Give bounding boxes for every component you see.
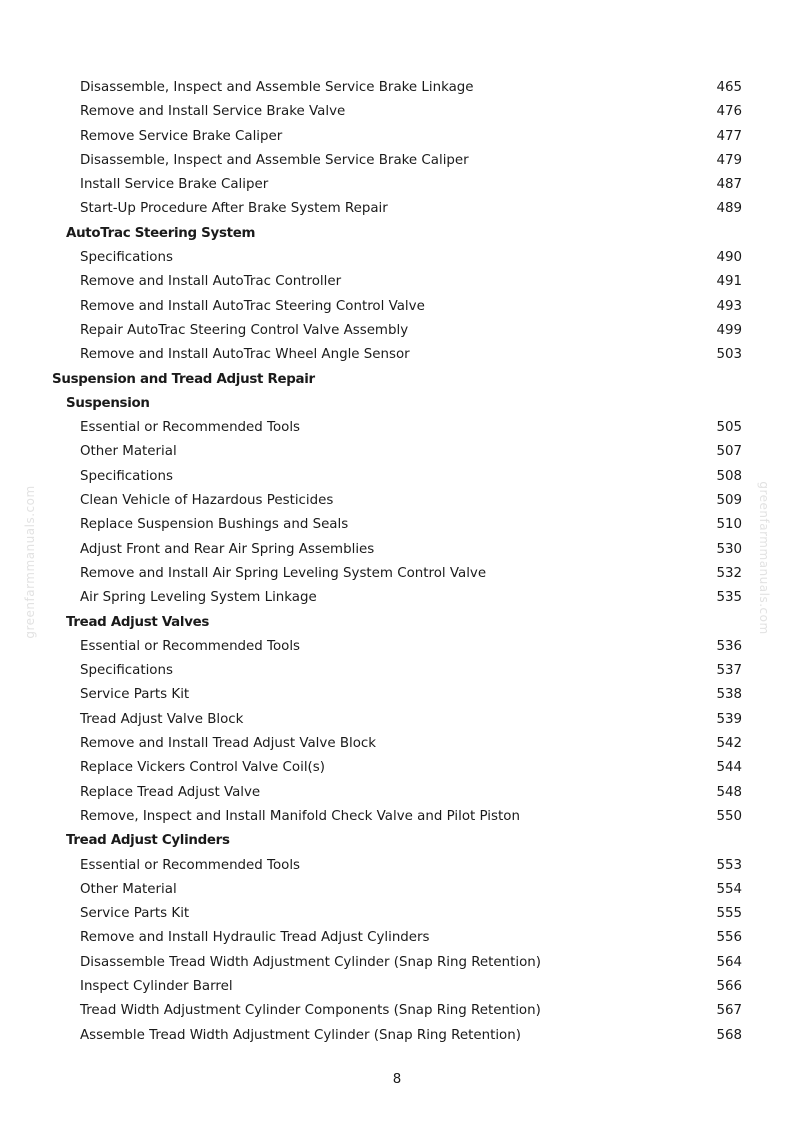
toc-entry-page: 490: [716, 250, 742, 266]
toc-entry-page: 508: [716, 468, 742, 484]
page-number: 8: [392, 1072, 402, 1087]
toc-entry-page: 493: [716, 298, 742, 314]
toc-entry-title: Essential or Recommended Tools: [80, 857, 301, 873]
toc-entry-title: Tread Adjust Valve Block: [80, 711, 244, 727]
toc-section-heading[interactable]: [0, 222, 794, 246]
toc-entry[interactable]: [0, 270, 794, 294]
toc-entry-title: Disassemble, Inspect and Assemble Service Brake Caliper: [80, 152, 469, 168]
toc-entry-page: 544: [716, 760, 742, 776]
toc-entry[interactable]: [0, 513, 794, 537]
toc-entry-page: 491: [716, 274, 742, 290]
toc-entry-title: Disassemble, Inspect and Assemble Service Brake Linkage: [80, 80, 474, 95]
toc-entry-title: Tread Adjust Cylinders: [66, 833, 230, 849]
toc-entry-title: Air Spring Leveling System Linkage: [80, 590, 317, 606]
toc-entry-page: 539: [716, 711, 742, 727]
toc-entry-page: 530: [716, 541, 742, 557]
toc-entry-title: Repair AutoTrac Steering Control Valve Assembly: [80, 322, 409, 338]
toc-entry-page: 553: [716, 857, 742, 873]
toc-entry-title: Replace Vickers Control Valve Coil(s): [80, 760, 325, 776]
toc-entry-page: 536: [716, 638, 742, 654]
toc-entry-page: 510: [716, 517, 742, 533]
toc-entry-title: Remove and Install Air Spring Leveling System Control Valve: [80, 565, 487, 581]
toc-entry-title: Disassemble Tread Width Adjustment Cylinder (Snap Ring Retention): [80, 954, 542, 970]
toc-entry-title: Remove and Install AutoTrac Wheel Angle Sensor: [80, 347, 410, 363]
toc-entry-title: Specifications: [80, 663, 173, 679]
toc-entry[interactable]: [0, 100, 794, 124]
watermark-right: greenfarmmanuals.com: [757, 481, 771, 635]
toc-entry[interactable]: [0, 902, 794, 926]
toc-entry[interactable]: [0, 197, 794, 221]
toc-entry-title: Remove and Install AutoTrac Controller: [80, 274, 342, 290]
toc-entry-title: Other Material: [80, 881, 177, 897]
toc-entry[interactable]: [0, 732, 794, 756]
toc-entry[interactable]: [0, 125, 794, 149]
toc-entry-title: Remove and Install AutoTrac Steering Control Valve: [80, 298, 425, 314]
toc-entry-page: 509: [716, 493, 742, 509]
toc-entry-title: Install Service Brake Caliper: [80, 177, 269, 193]
toc-entry-title: Remove Service Brake Caliper: [80, 128, 283, 144]
toc-entry[interactable]: [0, 586, 794, 610]
toc-entry-page: 532: [716, 565, 742, 581]
toc-chapter-heading[interactable]: [0, 368, 794, 392]
toc-entry[interactable]: [0, 149, 794, 173]
toc-entry-page: 568: [716, 1027, 742, 1043]
toc-entry-title: Tread Adjust Valves: [66, 614, 210, 630]
toc-entry-page: 477: [716, 128, 742, 144]
toc-entry-page: 542: [716, 736, 742, 752]
toc-entry-title: Remove and Install Service Brake Valve: [80, 104, 346, 120]
toc-entry[interactable]: [0, 246, 794, 270]
toc-entry-page: 476: [716, 104, 742, 120]
toc-entry[interactable]: [0, 878, 794, 902]
toc-entry[interactable]: [0, 319, 794, 343]
toc-entry-page: 489: [716, 201, 742, 217]
toc-entry-title: Other Material: [80, 444, 177, 460]
toc-entry[interactable]: [0, 805, 794, 829]
toc-entry-title: Tread Width Adjustment Cylinder Components (Snap Ring Retention): [80, 1003, 541, 1019]
toc-entry[interactable]: [0, 951, 794, 975]
table-of-contents: [0, 76, 794, 1048]
toc-entry-title: Clean Vehicle of Hazardous Pesticides: [80, 493, 334, 509]
toc-entry-title: Service Parts Kit: [80, 687, 190, 703]
toc-section-heading[interactable]: [0, 829, 794, 853]
toc-entry-title: Essential or Recommended Tools: [80, 638, 301, 654]
toc-entry[interactable]: [0, 635, 794, 659]
toc-entry-page: 537: [716, 663, 742, 679]
toc-entry-title: Service Parts Kit: [80, 906, 190, 922]
toc-entry[interactable]: [0, 708, 794, 732]
toc-entry-page: 550: [716, 808, 742, 824]
toc-entry[interactable]: [0, 465, 794, 489]
toc-entry[interactable]: [0, 538, 794, 562]
toc-entry-page: 548: [716, 784, 742, 800]
toc-entry-title: Assemble Tread Width Adjustment Cylinder (Snap Ring Retention): [80, 1027, 521, 1043]
toc-entry-page: 479: [716, 152, 742, 168]
toc-entry[interactable]: [0, 781, 794, 805]
toc-entry-page: 567: [716, 1003, 742, 1019]
toc-entry-page: 535: [716, 590, 742, 606]
toc-entry[interactable]: [0, 343, 794, 367]
toc-entry-title: Adjust Front and Rear Air Spring Assemblies: [80, 541, 375, 557]
toc-entry-title: Remove, Inspect and Install Manifold Check Valve and Pilot Piston: [80, 808, 520, 824]
toc-entry-page: 555: [716, 906, 742, 922]
toc-entry-page: 538: [716, 687, 742, 703]
toc-entry-page: 503: [716, 347, 742, 363]
toc-section-heading[interactable]: [0, 392, 794, 416]
toc-entry[interactable]: [0, 975, 794, 999]
toc-entry[interactable]: [0, 926, 794, 950]
toc-entry[interactable]: [0, 1024, 794, 1048]
toc-entry-title: AutoTrac Steering System: [66, 225, 256, 241]
toc-entry[interactable]: [0, 416, 794, 440]
toc-entry-title: Start-Up Procedure After Brake System Repair: [80, 201, 388, 217]
toc-entry[interactable]: [0, 489, 794, 513]
toc-entry-page: 564: [716, 954, 742, 970]
toc-entry-title: Remove and Install Hydraulic Tread Adjust Cylinders: [80, 930, 430, 946]
toc-entry[interactable]: [0, 76, 794, 100]
toc-entry-page: 465: [716, 80, 742, 95]
toc-entry-title: Replace Suspension Bushings and Seals: [80, 517, 349, 533]
toc-entry[interactable]: [0, 854, 794, 878]
toc-entry[interactable]: [0, 173, 794, 197]
toc-entry-title: Suspension and Tread Adjust Repair: [52, 371, 315, 387]
toc-entry[interactable]: [0, 659, 794, 683]
toc-entry-page: 499: [716, 322, 742, 338]
toc-entry-title: Replace Tread Adjust Valve: [80, 784, 261, 800]
toc-entry-title: Specifications: [80, 250, 173, 266]
toc-entry-page: 507: [716, 444, 742, 460]
toc-entry-page: 487: [716, 177, 742, 193]
toc-entry-title: Suspension: [66, 395, 150, 411]
toc-entry-page: 566: [716, 978, 742, 994]
toc-entry[interactable]: [0, 999, 794, 1023]
toc-entry-title: Specifications: [80, 468, 173, 484]
toc-entry[interactable]: [0, 756, 794, 780]
toc-entry-title: Inspect Cylinder Barrel: [80, 978, 233, 994]
toc-section-heading[interactable]: [0, 611, 794, 635]
toc-entry-page: 556: [716, 930, 742, 946]
watermark-left: greenfarmmanuals.com: [23, 485, 37, 639]
toc-entry[interactable]: [0, 440, 794, 464]
toc-entry[interactable]: [0, 295, 794, 319]
toc-entry-page: 505: [716, 420, 742, 436]
toc-entry[interactable]: [0, 562, 794, 586]
toc-entry-title: Essential or Recommended Tools: [80, 420, 301, 436]
toc-entry-page: 554: [716, 881, 742, 897]
toc-entry-title: Remove and Install Tread Adjust Valve Block: [80, 736, 377, 752]
toc-entry[interactable]: [0, 683, 794, 707]
